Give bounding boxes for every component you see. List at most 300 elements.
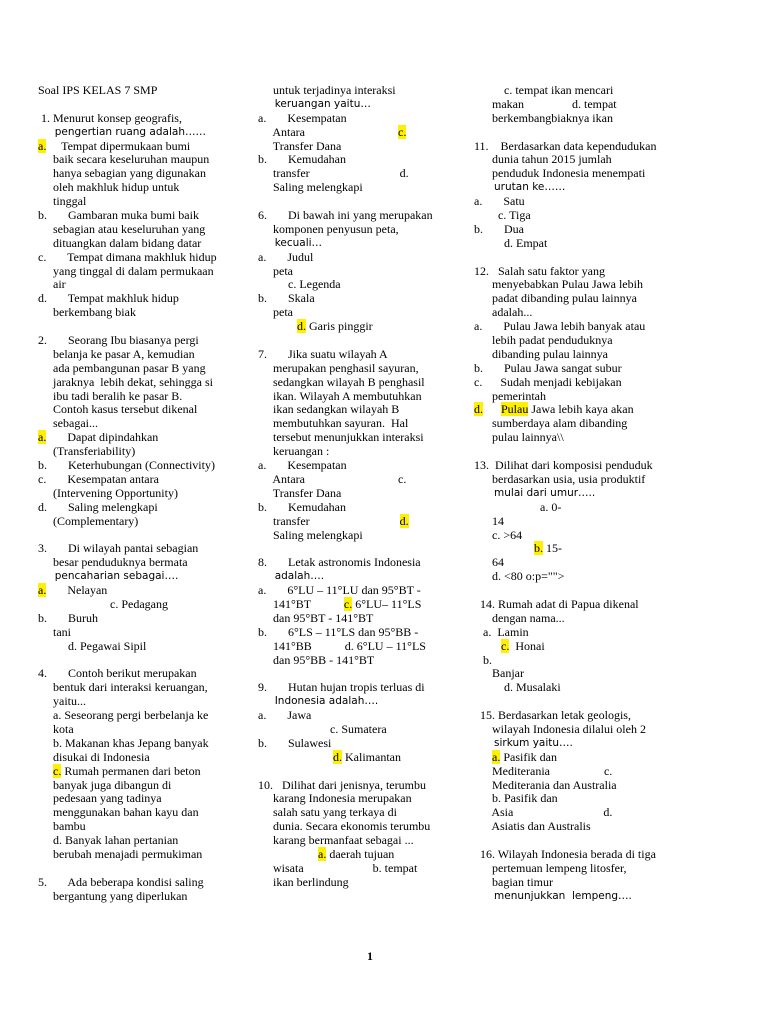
text-line — [38, 542, 254, 556]
line-text: 1. Menurut konsep geografis, — [38, 110, 182, 125]
line-text: c. tempat ikan mencari — [474, 83, 614, 97]
text-line — [258, 723, 462, 737]
text-line — [38, 167, 254, 181]
line-text: bambu — [38, 819, 86, 834]
text-line — [258, 362, 462, 376]
line-text: 5. Ada beberapa kondisi saling — [38, 874, 204, 889]
text-line — [474, 98, 702, 112]
line-text: besar penduduknya bermata — [38, 555, 188, 570]
line-text: air — [38, 277, 66, 292]
text-line — [38, 501, 254, 515]
line-text: pedesaan yang tadinya — [38, 791, 162, 806]
text-line — [258, 695, 462, 709]
line-text: 14 — [474, 513, 504, 528]
text-line — [38, 320, 254, 334]
text-line — [474, 126, 702, 140]
text-line — [474, 334, 702, 348]
text-line — [258, 570, 462, 584]
text-line — [258, 626, 462, 640]
text-line — [38, 890, 254, 904]
text-line — [474, 570, 702, 584]
line-text: sedangkan wilayah B penghasil — [258, 374, 425, 389]
text-line — [474, 529, 702, 543]
text-line — [38, 862, 254, 876]
text-line — [258, 167, 462, 181]
line-text: kecuali… — [258, 236, 323, 249]
text-line — [258, 292, 462, 306]
line-text: tinggal — [38, 194, 87, 209]
line-text: dunia tahun 2015 jumlah — [474, 152, 612, 167]
line-text: 16. Wilayah Indonesia berada di tiga — [474, 846, 656, 861]
line-text: c. Kesempatan antara — [38, 471, 159, 486]
line-text: tani — [38, 624, 71, 639]
text-line — [258, 334, 462, 348]
line-text: dibanding pulau lainnya — [474, 346, 608, 361]
line-text: berubah menajadi permukiman — [38, 846, 203, 861]
line-text: c. Legenda — [258, 277, 341, 292]
line-text: Kalimantan — [342, 749, 401, 764]
line-text: d. Musalaki — [474, 680, 561, 695]
line-text: c. Sumatera — [258, 721, 387, 736]
highlighted-answer: d. — [399, 513, 409, 528]
line-text: d. Empat — [474, 235, 548, 250]
line-text: b. Kemudahan — [258, 152, 346, 167]
line-text — [483, 402, 501, 416]
line-indent — [38, 764, 53, 778]
text-line — [38, 681, 254, 695]
line-text: Indonesia adalah…. — [258, 695, 379, 708]
line-text: Transfer Dana — [258, 485, 342, 500]
text-line — [38, 556, 254, 570]
line-text: a. 6°LU – 11°LU dan 95°BT - — [258, 583, 421, 598]
text-line — [38, 403, 254, 417]
text-line — [258, 126, 462, 140]
line-text: b. 6°LS – 11°LS dan 95°BB - — [258, 624, 419, 639]
text-line — [38, 348, 254, 362]
line-text: belanja ke pasar A, kemudian — [38, 346, 195, 361]
line-text: d. Banyak lahan pertanian — [38, 833, 179, 848]
text-line — [258, 751, 462, 765]
text-line — [258, 598, 462, 612]
line-text: b. Dua — [474, 221, 524, 236]
text-line — [474, 695, 702, 709]
text-line — [474, 237, 702, 251]
text-line — [474, 848, 702, 862]
column-3 — [474, 84, 702, 904]
text-line — [38, 223, 254, 237]
text-line — [258, 834, 462, 848]
text-line — [474, 487, 702, 501]
line-text: keruangan : — [258, 444, 330, 459]
line-text: c. Sudah menjadi kebijakan — [474, 374, 622, 389]
text-line — [38, 779, 254, 793]
highlighted-answer: a. — [318, 846, 327, 861]
text-line — [474, 556, 702, 570]
text-line — [474, 153, 702, 167]
text-line — [474, 667, 702, 681]
text-line — [38, 654, 254, 668]
line-text: 7. Jika suatu wilayah A — [258, 346, 388, 361]
text-line — [38, 265, 254, 279]
line-text: karang Indonesia merupakan — [258, 791, 412, 806]
text-line — [258, 515, 462, 529]
line-text: Asia d. — [474, 805, 613, 820]
line-indent — [474, 541, 534, 555]
line-text: (Intervening Opportunity) — [38, 485, 178, 500]
text-line — [258, 681, 462, 695]
text-line — [258, 667, 462, 681]
text-line — [474, 792, 702, 806]
line-text: a. Satu — [474, 194, 525, 209]
text-line — [38, 612, 254, 626]
text-line — [474, 195, 702, 209]
text-line — [38, 487, 254, 501]
text-line — [258, 862, 462, 876]
text-line — [474, 403, 702, 417]
text-line — [474, 348, 702, 362]
text-line — [474, 654, 702, 668]
text-line — [38, 362, 254, 376]
text-line — [474, 862, 702, 876]
line-text: Asiatis dan Australis — [474, 819, 591, 834]
line-text: d. <80 o:p=""> — [474, 569, 565, 584]
text-line — [474, 390, 702, 404]
line-text: Saling melengkapi — [258, 180, 363, 195]
line-text: Mediterania dan Australia — [474, 777, 617, 792]
line-text: b. — [474, 652, 492, 667]
text-line — [474, 459, 702, 473]
line-text: a. Kesempatan — [258, 458, 347, 473]
line-text: wisata b. tempat — [258, 860, 418, 875]
line-indent — [258, 319, 297, 333]
line-text: Mediterania c. — [474, 763, 613, 778]
text-line — [258, 251, 462, 265]
line-text: adalah... — [474, 305, 533, 320]
line-text: sumberdaya alam dibanding — [474, 416, 628, 431]
highlighted-answer: b. — [534, 541, 543, 556]
line-text: Dapat dipindahkan — [46, 430, 159, 445]
text-line — [258, 612, 462, 626]
text-line — [258, 112, 462, 126]
text-line — [258, 237, 462, 251]
line-text: 13. Dilihat dari komposisi penduduk — [474, 458, 653, 473]
line-text: bergantung yang diperlukan — [38, 888, 188, 903]
line-text: c. Pedagang — [38, 596, 168, 611]
line-text: menunjukkan lempeng…. — [474, 889, 632, 902]
line-text: a. 0- — [474, 499, 562, 514]
text-line — [258, 417, 462, 431]
text-line — [38, 570, 254, 584]
text-line — [38, 390, 254, 404]
line-text: d. Saling melengkapi — [38, 499, 158, 514]
text-line — [258, 140, 462, 154]
text-line — [38, 876, 254, 890]
column-2 — [258, 84, 462, 890]
text-line — [258, 265, 462, 279]
text-line — [258, 306, 462, 320]
line-text: tersebut menunjukkan interaksi — [258, 430, 424, 445]
text-line — [258, 876, 462, 890]
text-line — [38, 515, 254, 529]
text-line — [38, 723, 254, 737]
line-text: Transfer Dana — [258, 138, 342, 153]
text-line — [258, 737, 462, 751]
highlighted-answer: d. — [297, 319, 306, 334]
text-line — [474, 265, 702, 279]
text-line — [38, 112, 254, 126]
text-line — [38, 737, 254, 751]
line-text: d. Pegawai Sipil — [38, 638, 147, 653]
text-line — [258, 487, 462, 501]
highlighted-answer: a. — [38, 138, 47, 153]
text-line — [38, 251, 254, 265]
text-line — [474, 709, 702, 723]
line-text: adalah…. — [258, 570, 325, 583]
text-line — [258, 459, 462, 473]
line-text: wilayah Indonesia dilalui oleh 2 — [474, 721, 646, 736]
text-line — [38, 820, 254, 834]
text-line — [474, 209, 702, 223]
text-line — [38, 834, 254, 848]
line-text: bentuk dari interaksi keruangan, — [38, 680, 208, 695]
line-text: 15. Berdasarkan letak geologis, — [474, 708, 631, 723]
text-line — [474, 626, 702, 640]
text-line — [258, 654, 462, 668]
line-text: hanya sebagian yang digunakan — [38, 166, 206, 181]
highlighted-answer: c. — [53, 763, 62, 778]
page-number: 1 — [367, 949, 373, 963]
text-line — [38, 334, 254, 348]
highlighted-answer: d. — [474, 402, 483, 417]
text-line — [38, 765, 254, 779]
text-line — [258, 709, 462, 723]
text-line — [258, 403, 462, 417]
text-line — [474, 445, 702, 459]
line-text: lebih padat penduduknya — [474, 333, 613, 348]
text-line — [258, 848, 462, 862]
line-text: dunia. Secara ekonomis terumbu — [258, 819, 431, 834]
text-line — [474, 84, 702, 98]
text-line — [38, 237, 254, 251]
line-text: Garis pinggir — [306, 319, 373, 334]
text-line — [38, 529, 254, 543]
text-line — [38, 431, 254, 445]
line-text: b. Buruh — [38, 610, 98, 625]
text-line — [258, 320, 462, 334]
line-text: Soal IPS KELAS 7 SMP — [38, 83, 158, 97]
line-text: a. Lamin — [474, 624, 529, 639]
text-line — [258, 542, 462, 556]
line-text: padat dibanding pulau lainnya — [474, 291, 637, 306]
line-text: 15- — [543, 541, 562, 556]
line-text: berkembang biak — [38, 305, 136, 320]
line-text: yaitu... — [38, 694, 86, 709]
text-line — [474, 320, 702, 334]
line-text: ibu tadi beralih ke pasar B. — [38, 388, 183, 403]
line-text: 141°BT — [258, 596, 344, 611]
line-text: Tempat dipermukaan bumi — [46, 138, 191, 153]
text-line — [258, 501, 462, 515]
line-text: makan d. tempat — [474, 96, 617, 111]
text-line — [474, 779, 702, 793]
line-text: penduduk Indonesia menempati — [474, 166, 646, 181]
text-line — [258, 348, 462, 362]
text-line — [258, 181, 462, 195]
line-text: Antara — [258, 124, 398, 139]
line-text: karang bermanfaat sebagai ... — [258, 833, 414, 848]
line-text: pemerintah — [474, 388, 546, 403]
text-line — [258, 84, 462, 98]
line-text: untuk terjadinya interaksi — [258, 83, 396, 97]
line-indent — [258, 750, 333, 764]
line-text: a. Kesempatan — [258, 110, 347, 125]
text-line — [38, 306, 254, 320]
line-text: oleh makhluk hidup untuk — [38, 180, 180, 195]
text-line — [38, 195, 254, 209]
text-line — [474, 362, 702, 376]
line-text: daerah tujuan — [326, 846, 395, 861]
text-line — [258, 529, 462, 543]
text-line — [474, 501, 702, 515]
text-line — [258, 431, 462, 445]
text-line — [474, 890, 702, 904]
text-line — [38, 98, 254, 112]
text-line — [474, 140, 702, 154]
text-line — [38, 626, 254, 640]
text-line — [258, 473, 462, 487]
text-line — [474, 542, 702, 556]
line-text: sirkum yaitu…. — [474, 736, 573, 749]
text-line — [474, 876, 702, 890]
line-text: banyak juga dibangun di — [38, 777, 172, 792]
line-text: salah satu yang terkaya di — [258, 805, 397, 820]
text-line — [38, 709, 254, 723]
highlighted-answer: a. — [492, 749, 501, 764]
line-indent — [474, 639, 501, 653]
text-line — [474, 112, 702, 126]
line-text: (Complementary) — [38, 513, 139, 528]
line-text: pengertian ruang adalah…… — [38, 125, 206, 138]
line-text: dituangkan dalam bidang datar — [38, 235, 202, 250]
text-line — [474, 751, 702, 765]
line-text: b. Makanan khas Jepang banyak — [38, 735, 209, 750]
line-text: berkembangbiaknya ikan — [474, 110, 613, 125]
line-text: 4. Contoh berikut merupakan — [38, 666, 197, 681]
text-line — [474, 306, 702, 320]
line-text: 6. Di bawah ini yang merupakan — [258, 208, 433, 223]
column-1 — [38, 84, 254, 904]
line-text: Contoh kasus tersebut dikenal — [38, 402, 198, 417]
text-line — [258, 376, 462, 390]
line-text: 3. Di wilayah pantai sebagian — [38, 541, 199, 556]
highlighted-answer: c. — [501, 638, 510, 653]
line-text: Pasifik dan — [500, 749, 557, 764]
text-line — [38, 848, 254, 862]
line-text: 14. Rumah adat di Papua dikenal — [474, 596, 639, 611]
line-text: 6°LU– 11°LS — [352, 596, 422, 611]
line-indent — [474, 750, 492, 764]
line-text: ikan sedangkan wilayah B — [258, 402, 400, 417]
line-text: c. Tiga — [474, 208, 531, 223]
text-line — [474, 584, 702, 598]
text-line — [474, 640, 702, 654]
line-text: merupakan penghasil sayuran, — [258, 360, 419, 375]
line-text: 10. Dilihat dari jenisnya, terumbu — [258, 777, 426, 792]
text-line — [474, 765, 702, 779]
text-line — [474, 834, 702, 848]
line-text: bagian timur — [474, 874, 553, 889]
line-text: sebagian atau keseluruhan yang — [38, 221, 206, 236]
text-line — [38, 667, 254, 681]
line-indent — [258, 847, 318, 861]
line-text: 11. Berdasarkan data kependudukan — [474, 138, 657, 153]
text-line — [474, 292, 702, 306]
text-line — [38, 417, 254, 431]
text-line — [474, 167, 702, 181]
line-text: Rumah permanen dari beton — [61, 763, 201, 778]
line-text: 64 — [474, 555, 504, 570]
text-line — [474, 612, 702, 626]
text-line — [38, 140, 254, 154]
text-line — [258, 223, 462, 237]
text-line — [38, 84, 254, 98]
text-line — [38, 751, 254, 765]
line-text: ikan berlindung — [258, 874, 349, 889]
text-line — [474, 515, 702, 529]
line-text: Jawa lebih kaya akan — [528, 402, 634, 417]
line-text: disukai di Indonesia — [38, 749, 150, 764]
line-text: c. Tempat dimana makhluk hidup — [38, 249, 217, 264]
line-text: a. Seseorang pergi berbelanja ke — [38, 708, 209, 723]
line-text: Saling melengkapi — [258, 527, 363, 542]
text-line — [258, 209, 462, 223]
text-line — [38, 792, 254, 806]
text-line — [474, 820, 702, 834]
line-text: a. Jawa — [258, 708, 312, 723]
line-text: berdasarkan usia, usia produktif — [474, 471, 646, 486]
text-line — [258, 195, 462, 209]
text-line — [474, 278, 702, 292]
line-text: 2. Seorang Ibu biasanya pergi — [38, 333, 199, 348]
text-line — [474, 598, 702, 612]
text-line — [38, 459, 254, 473]
line-text: 8. Letak astronomis Indonesia — [258, 555, 421, 570]
line-text: dan 95°BB - 141°BT — [258, 652, 375, 667]
line-text: 12. Salah satu faktor yang — [474, 263, 605, 278]
line-text: keruangan yaitu… — [258, 97, 371, 110]
text-line — [258, 584, 462, 598]
line-text: b. Keterhubungan (Connectivity) — [38, 458, 215, 473]
line-text: yang tinggal di dalam permukaan — [38, 263, 214, 278]
line-text: Nelayan — [46, 583, 108, 598]
text-line — [258, 765, 462, 779]
line-text: sebagai... — [38, 416, 98, 431]
text-line — [474, 473, 702, 487]
line-text: pertemuan lempeng litosfer, — [474, 860, 627, 875]
line-text: 9. Hutan hujan tropis terluas di — [258, 680, 425, 695]
line-text: c. >64 — [474, 527, 523, 542]
line-text: mulai dari umur….. — [474, 486, 596, 499]
line-text: a. Judul — [258, 249, 314, 264]
line-text: pencaharian sebagai…. — [38, 570, 179, 583]
line-text: baik secara keseluruhan maupun — [38, 152, 210, 167]
text-line — [258, 153, 462, 167]
text-line — [474, 806, 702, 820]
highlighted-answer: c. — [398, 124, 407, 139]
line-text: transfer d. — [258, 166, 409, 181]
line-text: dengan nama... — [474, 610, 565, 625]
text-line — [38, 126, 254, 140]
